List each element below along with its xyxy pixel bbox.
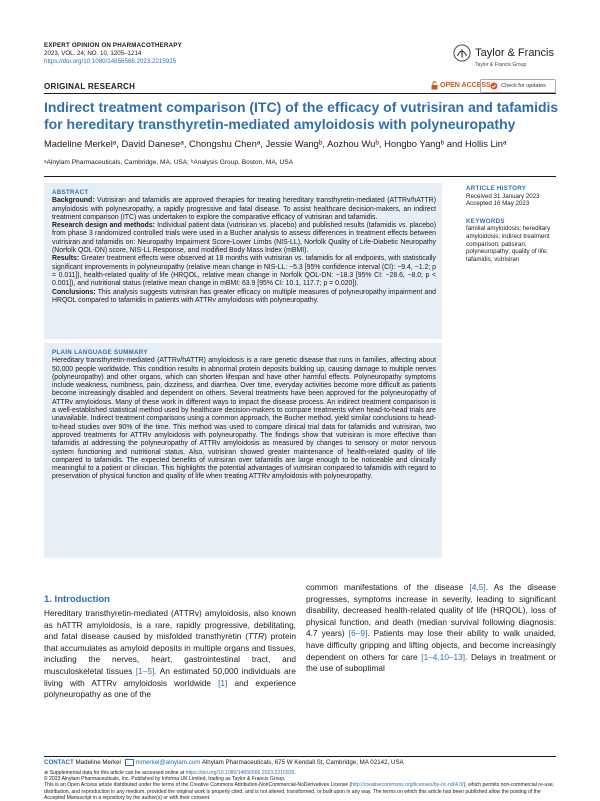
taylor-francis-logo-icon	[453, 44, 471, 62]
abstract-box	[44, 183, 442, 339]
supplemental-icon: ⊕	[44, 770, 49, 776]
abstract-top-divider	[44, 176, 556, 177]
contact-address: Alnylam Pharmaceuticals, 675 W Kendall St, Cambridge, MA 02142, USA	[201, 759, 404, 767]
citation-link[interactable]: [6–9]	[348, 628, 368, 639]
intro-left-column: Hereditary transthyretin-mediated (ATTRv) amyloidosis, also known as hATTR amyloidosis, is a rare, rapidly progressive, debilitating, and fatal disease caused by misfolded transthyretin (TTR) protein that accumulates as amyloid deposits in multiple organs and tissues, including the nerves, heart, gastrointestinal tract, and musculoskeletal tissues [1–5]. An estimated 50,000 individuals are living with ATTRv amyloidosis worldwide [1] and experience polyneuropathy as one of the	[44, 608, 297, 700]
citation-link[interactable]: [4,5]	[469, 582, 486, 592]
article-type: ORIGINAL RESEARCH	[44, 82, 136, 91]
author-list: Madeline Merkelᵃ, David Daneseᵃ, Chongshu Chenᵃ, Jessie Wangᵇ, Aozhou Wuᵇ, Hongbo Yangᵇ and Hollis Linᵃ	[44, 138, 507, 149]
accepted-date: Accepted 16 May 2023	[466, 200, 530, 208]
citation-link[interactable]: [1–4,10–13]	[421, 651, 466, 662]
abstract-methods: Research design and methods: Individual patient data (vutrisiran vs. placebo) and published results (tafamidis vs. placebo) from phase 3 randomized controlled trials were used in a Bucher analysis to assess differences in treatment effects between vutrisiran and tafamidis on: Neuropathy Impairment Score-Lower Limbs (NIS-LL), Norfolk Quality of Life-Diabetic Neuropathy (Norfolk QOL-DN) score, NIS-LL Response, and modified Body Mass Index (mBMI).	[52, 222, 436, 255]
footer-notes	[44, 770, 560, 801]
supplemental-link[interactable]: https://doi.org/10.1080/14656566.2023.2215925.	[185, 770, 296, 776]
supplemental-note: ⊕ Supplemental data for this article can be accessed online at https://doi.org/10.1080/14656566.2023.2215925.	[44, 770, 296, 776]
keywords-heading: KEYWORDS	[466, 217, 505, 225]
plain-language-summary-box	[44, 343, 442, 558]
article-doi-link[interactable]: https://doi.org/10.1080/14656566.2023.2215925	[44, 58, 177, 65]
contact-email-link[interactable]: mmerkel@alnylam.com	[135, 759, 201, 767]
copyright-note: © 2023 Alnylam Pharmaceuticals, Inc. Published by Informa UK Limited, trading as Taylor & Francis Group.	[44, 776, 286, 783]
abstract-results: Results: Greater treatment effects were observed at 18 months with vutrisiran vs. tafamidis for all endpoints, with statistically significant improvements in polyneuropathy (relative mean change in NIS-LL: −5.3 [95% confidence interval (CI): −9.4, −1.2; p = 0.011]), health-related quality of life (HRQOL, relative mean change in Norfolk QOL-DN: −18.3 [95% CI: −28.6, −8.0; p < 0.001]), and nutritional status (relative mean change in mBMI: 63.9 [95% CI: 10.1, 117.7; p = 0.020]).	[52, 255, 436, 288]
contact-label: CONTACT	[44, 759, 74, 767]
article-sidebar	[466, 185, 566, 263]
check-updates-label: Check for updates	[501, 83, 546, 89]
contact-name: Madeline Merkel	[75, 759, 121, 767]
article-title: Indirect treatment comparison (ITC) of the efficacy of vutrisiran and tafamidis for hereditary transthyretin-mediated amyloidosis with polyneuropathy	[44, 99, 559, 132]
abstract-conclusions: Conclusions: This analysis suggests vutrisiran has greater efficacy on multiple measures of polyneuropathy impairment and HRQOL compared to tafamidis in patients with ATTRv amyloidosis with polyneuropathy.	[52, 288, 436, 304]
received-date: Received 31 January 2023	[466, 192, 540, 200]
plain-summary-heading: PLAIN LANGUAGE SUMMARY	[52, 349, 148, 356]
license-note: This is an Open Access article distributed under the terms of the Creative Commons Attribution-NonCommercial-NoDerivatives License (http://creativecommons.org/licenses/by-nc-nd/4.0/), which permits non-commercial re-use, distribution, and reproduction in any medium, provided the original work is properly cited, and is not altered, transformed, or built upon in any way. The terms on which this article has been published allow the posting of the Accepted Manuscript in a repository by the author(s) or with their consent.	[44, 782, 555, 801]
header-divider	[44, 93, 556, 94]
citation-link[interactable]: [1–5]	[135, 665, 155, 676]
ttr-gene-italic: TTR	[247, 631, 265, 642]
email-icon	[125, 759, 134, 766]
license-link[interactable]: http://creativecommons.org/licenses/by-nc-nd/4.0/	[351, 782, 464, 789]
plain-summary-text: Hereditary transthyretin-mediated (ATTRv/hATTR) amyloidosis is a rare genetic disease that runs in families, affecting about 50,000 people worldwide. This condition results in abnormal protein deposits building up, causing damage to multiple nerves (polyneuropathy) and other organs, which can shorten lifespan and have other harmful effects. Polyneuropathy symptoms include weakness, numbness, pain, dizziness, and diarrhea. Over time, everyday activities become more difficult as patients become increasingly disabled and dependent on others. Several treatments have been approved for the polyneuropathy of ATTRv amyloidosis. Many of these work in different ways to impact the disease process. An indirect treatment comparison is a well-established statistical method used by healthcare decision-makers to compare treatments when head-to-head trials are unavailable. Indirect treatment comparisons using a common approach, the Bucher method, yield similar conclusions to head-to-head studies over 90% of the time. This method was used to compare clinical trial data for tafamidis and vutrisiran, two approved treatments for ATTRv amyloidosis with polyneuropathy. The findings show that vutrisiran is more effective than tafamidis at addressing the polyneuropathy of ATTRv amyloidosis as measured by changes to sensory or motor nervous system functioning and nutritional status. Also, vutrisiran showed greater maintenance of health-related quality of life compared to tafamidis. The expected benefits of vutrisiran over tafamidis are large enough to be noticeable and clinically meaningful to a patient or clinician. This highlights the potential advantages of vutrisiran compared to tafamidis with regard to preservation of physical function and quality of life when treating ATTRv amyloidosis with polyneuropathy.	[52, 357, 436, 481]
abstract-background: Background: Vutrisiran and tafamidis are approved therapies for treating hereditary transthyretin-mediated (ATTRv/hATTR) amyloidosis with polyneuropathy, a rapidly progressive and fatal disease. To assist healthcare decision-makers, an indirect treatment comparison (ITC) was undertaken to explore the comparative efficacy of vutrisiran and tafamidis.	[52, 197, 436, 221]
abstract-heading: ABSTRACT	[52, 189, 89, 196]
publisher-logo	[453, 44, 554, 68]
journal-volume: 2023, VOL. 24, NO. 10, 1205–1214	[44, 50, 142, 57]
publisher-subtitle: Taylor & Francis Group	[475, 62, 527, 68]
keywords-list: familial amyloidosis; hereditary amyloidosis; indirect treatment comparison; patisiran; polyneuropathy; quality of life; tafamidis; vutrisiran	[466, 225, 551, 263]
journal-name: EXPERT OPINION ON PHARMACOTHERAPY	[44, 42, 182, 49]
footer-divider	[44, 756, 556, 757]
article-history-heading: ARTICLE HISTORY	[466, 185, 527, 192]
open-lock-icon	[431, 81, 438, 90]
check-updates-icon	[490, 82, 498, 90]
check-for-updates-button[interactable]	[480, 79, 556, 93]
publisher-name: Taylor & Francis	[475, 46, 554, 59]
intro-right-column: common manifestations of the disease [4,5]. As the disease progresses, symptoms increase in severity, leading to significant disability, decreased health-related quality of life (HRQOL), loss of physical function, and death (median survival following diagnosis: 4.7 years) [6–9]. Patients may lose their ability to walk unaided, have difficulty gripping and lifting objects, and become increasingly dependent on others for care [1–4,10–13]. Delays in treatment or the use of suboptimal	[306, 582, 556, 674]
author-affiliations: ᵃAlnylam Pharmaceuticals, Cambridge, MA, USA; ᵇAnalysis Group, Boston, MA, USA	[44, 159, 294, 166]
journal-header	[44, 42, 182, 66]
introduction-heading: 1. Introduction	[44, 594, 110, 605]
contact-line	[44, 759, 556, 767]
open-access-label: OPEN ACCESS	[440, 82, 491, 89]
citation-link[interactable]: [1]	[218, 677, 228, 688]
